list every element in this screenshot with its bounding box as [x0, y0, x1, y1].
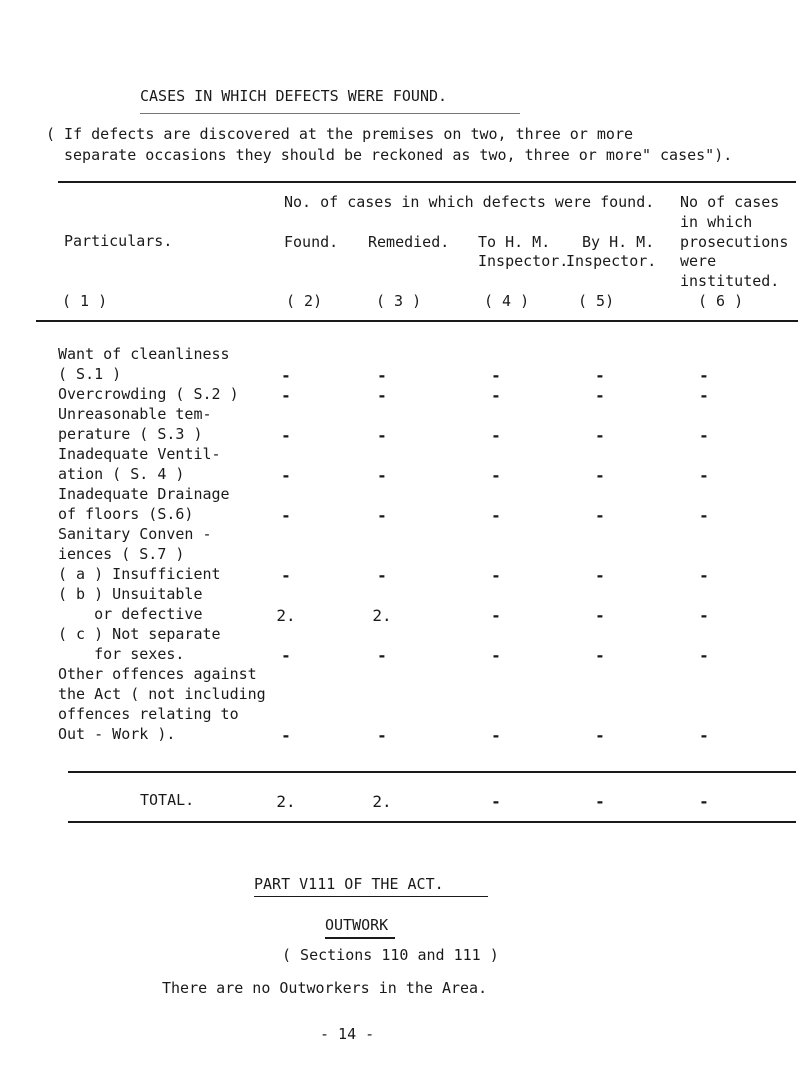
row-label-line: Inadequate Drainage — [58, 485, 230, 503]
cell-remedied: - — [377, 466, 387, 485]
header-prosecutions-2: in which — [680, 213, 753, 231]
cell-to-inspector: - — [491, 466, 501, 485]
row-label-line: offences relating to — [58, 705, 239, 723]
row-label-line: iences ( S.7 ) — [58, 545, 185, 563]
total-top-rule — [68, 771, 796, 773]
cell-found: - — [281, 726, 291, 745]
cell-to-inspector: - — [491, 726, 501, 745]
part-heading-underline — [254, 896, 488, 897]
row-label-line: ( b ) Unsuitable — [58, 585, 203, 603]
row-label-line: Other offences against — [58, 665, 257, 683]
cell-found: - — [281, 566, 291, 585]
cell-found: - — [281, 646, 291, 665]
cell-by-inspector: - — [595, 386, 605, 405]
cell-prosecutions: - — [699, 426, 709, 445]
part-heading: PART V111 OF THE ACT. — [254, 875, 444, 893]
cell-prosecutions: - — [699, 646, 709, 665]
cell-remedied: 2. — [372, 606, 392, 625]
cell-by-inspector: - — [595, 646, 605, 665]
outwork-heading: OUTWORK — [325, 916, 389, 934]
col-number-6: ( 6 ) — [698, 292, 744, 310]
row-label-line: the Act ( not including — [58, 685, 266, 703]
note-line-1: ( If defects are discovered at the premises on two, three or more — [46, 125, 633, 143]
cell-remedied: - — [377, 386, 387, 405]
cell-prosecutions: - — [699, 726, 709, 745]
header-to-inspector-1: To H. M. — [478, 233, 551, 251]
header-by-inspector-2: Inspector. — [566, 252, 657, 270]
header-found: Found. — [284, 233, 339, 251]
header-group: No. of cases in which defects were found. — [284, 193, 655, 211]
header-prosecutions-4: were — [680, 252, 717, 270]
cell-found: 2. — [276, 606, 296, 625]
note-line-2: separate occasions they should be reckoned as two, three or more" cases"). — [64, 146, 733, 164]
cell-to-inspector: - — [491, 386, 501, 405]
row-label-line: perature ( S.3 ) — [58, 425, 203, 443]
outwork-underline — [325, 937, 395, 939]
cell-by-inspector: - — [595, 726, 605, 745]
row-label-line: Want of cleanliness — [58, 345, 230, 363]
cell-found: - — [281, 506, 291, 525]
cell-prosecutions: - — [699, 506, 709, 525]
cell-prosecutions: - — [699, 606, 709, 625]
row-label-line: of floors (S.6) — [58, 505, 194, 523]
row-label-line: Overcrowding ( S.2 ) — [58, 385, 239, 403]
cell-prosecutions: - — [699, 386, 709, 405]
col-number-2: ( 2) — [286, 292, 323, 310]
cell-remedied: - — [377, 506, 387, 525]
cell-by-inspector: - — [595, 566, 605, 585]
col-number-4: ( 4 ) — [484, 292, 530, 310]
header-prosecutions-3: prosecutions — [680, 233, 789, 251]
cell-to-inspector: - — [491, 366, 501, 385]
cell-found: - — [281, 466, 291, 485]
cell-to-inspector: - — [491, 426, 501, 445]
cell-found: - — [281, 426, 291, 445]
cell-remedied: - — [377, 366, 387, 385]
total-by-inspector: - — [595, 792, 605, 811]
header-bottom-rule — [36, 320, 798, 322]
row-label-line: Unreasonable tem- — [58, 405, 212, 423]
total-prosecutions: - — [699, 792, 709, 811]
row-label-line: Inadequate Ventil- — [58, 445, 221, 463]
cell-remedied: - — [377, 426, 387, 445]
table-top-rule — [58, 181, 796, 183]
col-number-3: ( 3 ) — [376, 292, 422, 310]
header-by-inspector-1: By H. M. — [582, 233, 655, 251]
row-label-line: ( a ) Insufficient — [58, 565, 221, 583]
total-remedied: 2. — [372, 792, 392, 811]
cell-by-inspector: - — [595, 426, 605, 445]
title-underline — [140, 113, 520, 114]
total-found: 2. — [276, 792, 296, 811]
total-to-inspector: - — [491, 792, 501, 811]
page-title: CASES IN WHICH DEFECTS WERE FOUND. — [140, 87, 448, 105]
cell-remedied: - — [377, 646, 387, 665]
outwork-statement: There are no Outworkers in the Area. — [162, 979, 488, 997]
cell-found: - — [281, 386, 291, 405]
row-label-line: or defective — [58, 605, 203, 623]
cell-prosecutions: - — [699, 466, 709, 485]
col-number-1: ( 1 ) — [62, 292, 108, 310]
cell-by-inspector: - — [595, 366, 605, 385]
header-to-inspector-2: Inspector. — [478, 252, 569, 270]
cell-to-inspector: - — [491, 506, 501, 525]
row-label-line: for sexes. — [58, 645, 185, 663]
page-number: - 14 - — [320, 1025, 375, 1043]
cell-found: - — [281, 366, 291, 385]
cell-by-inspector: - — [595, 606, 605, 625]
cell-prosecutions: - — [699, 366, 709, 385]
header-prosecutions-5: instituted. — [680, 272, 780, 290]
cell-remedied: - — [377, 726, 387, 745]
cell-by-inspector: - — [595, 466, 605, 485]
cell-to-inspector: - — [491, 646, 501, 665]
cell-remedied: - — [377, 566, 387, 585]
total-label: TOTAL. — [140, 791, 195, 809]
cell-to-inspector: - — [491, 566, 501, 585]
header-prosecutions-1: No of cases — [680, 193, 780, 211]
header-particulars: Particulars. — [64, 232, 173, 250]
header-remedied: Remedied. — [368, 233, 450, 251]
row-label-line: ation ( S. 4 ) — [58, 465, 185, 483]
sections-reference: ( Sections 110 and 111 ) — [282, 946, 499, 964]
row-label-line: Out - Work ). — [58, 725, 176, 743]
row-label-line: Sanitary Conven - — [58, 525, 212, 543]
cell-to-inspector: - — [491, 606, 501, 625]
row-label-line: ( c ) Not separate — [58, 625, 221, 643]
cell-prosecutions: - — [699, 566, 709, 585]
row-label-line: ( S.1 ) — [58, 365, 122, 383]
total-bottom-rule — [68, 821, 796, 823]
col-number-5: ( 5) — [578, 292, 615, 310]
cell-by-inspector: - — [595, 506, 605, 525]
